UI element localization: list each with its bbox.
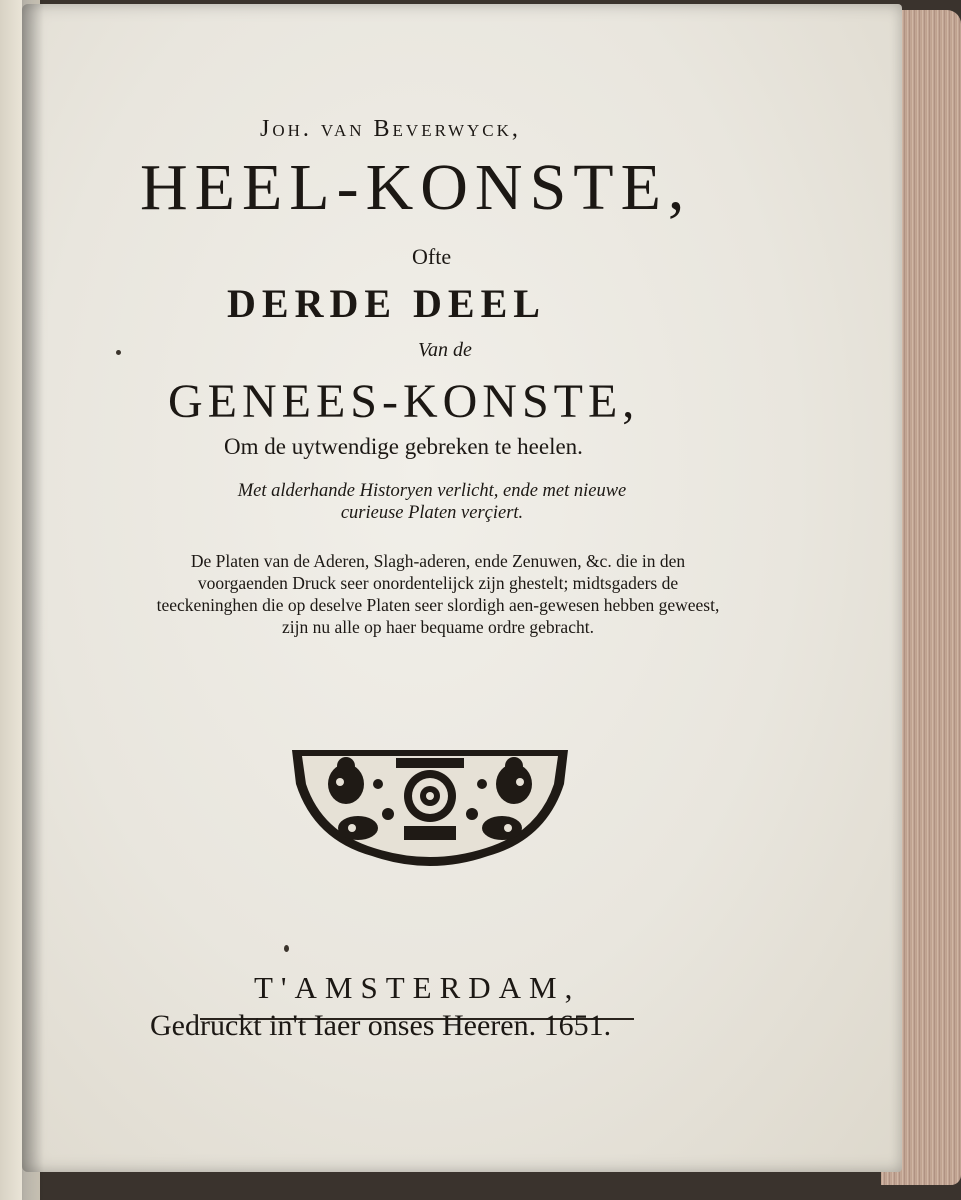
paper-speck (116, 350, 121, 355)
page-gutter-shadow (22, 0, 44, 1200)
subject-title: GENEES-KONSTE, (168, 375, 640, 428)
plates-note: De Platen van de Aderen, Slagh-aderen, ende Zenuwen, &c. die in den voorgaenden Druck seer onordentelijck zijn ghestelt; midtsgaders de teeckeninghen die op deselve Platen seer slordigh aen-gewesen hebben geweest, zijn nu alle op haer bequame ordre gebracht. (156, 551, 720, 637)
illustrated-note: Met alderhande Historyen verlicht, ende met nieuwe curieuse Platen verçiert. (237, 481, 627, 523)
printers-ornament-cherubs-icon (288, 744, 572, 874)
connector-ofte: Ofte (412, 244, 452, 269)
imprint-line: Gedruckt in't Iaer onses Heeren. 1651. (150, 1009, 612, 1042)
subtitle: Om de uytwendige gebreken te heelen. (224, 434, 583, 459)
author-line: Joh. van Beverwyck, (260, 116, 521, 142)
main-title: HEEL-KONSTE, (140, 151, 692, 224)
van-de-line: Van de (418, 339, 472, 361)
paper-speck (284, 945, 289, 952)
part-title: DERDE DEEL (227, 281, 546, 326)
place-of-publication: T'AMSTERDAM, (254, 970, 581, 1005)
